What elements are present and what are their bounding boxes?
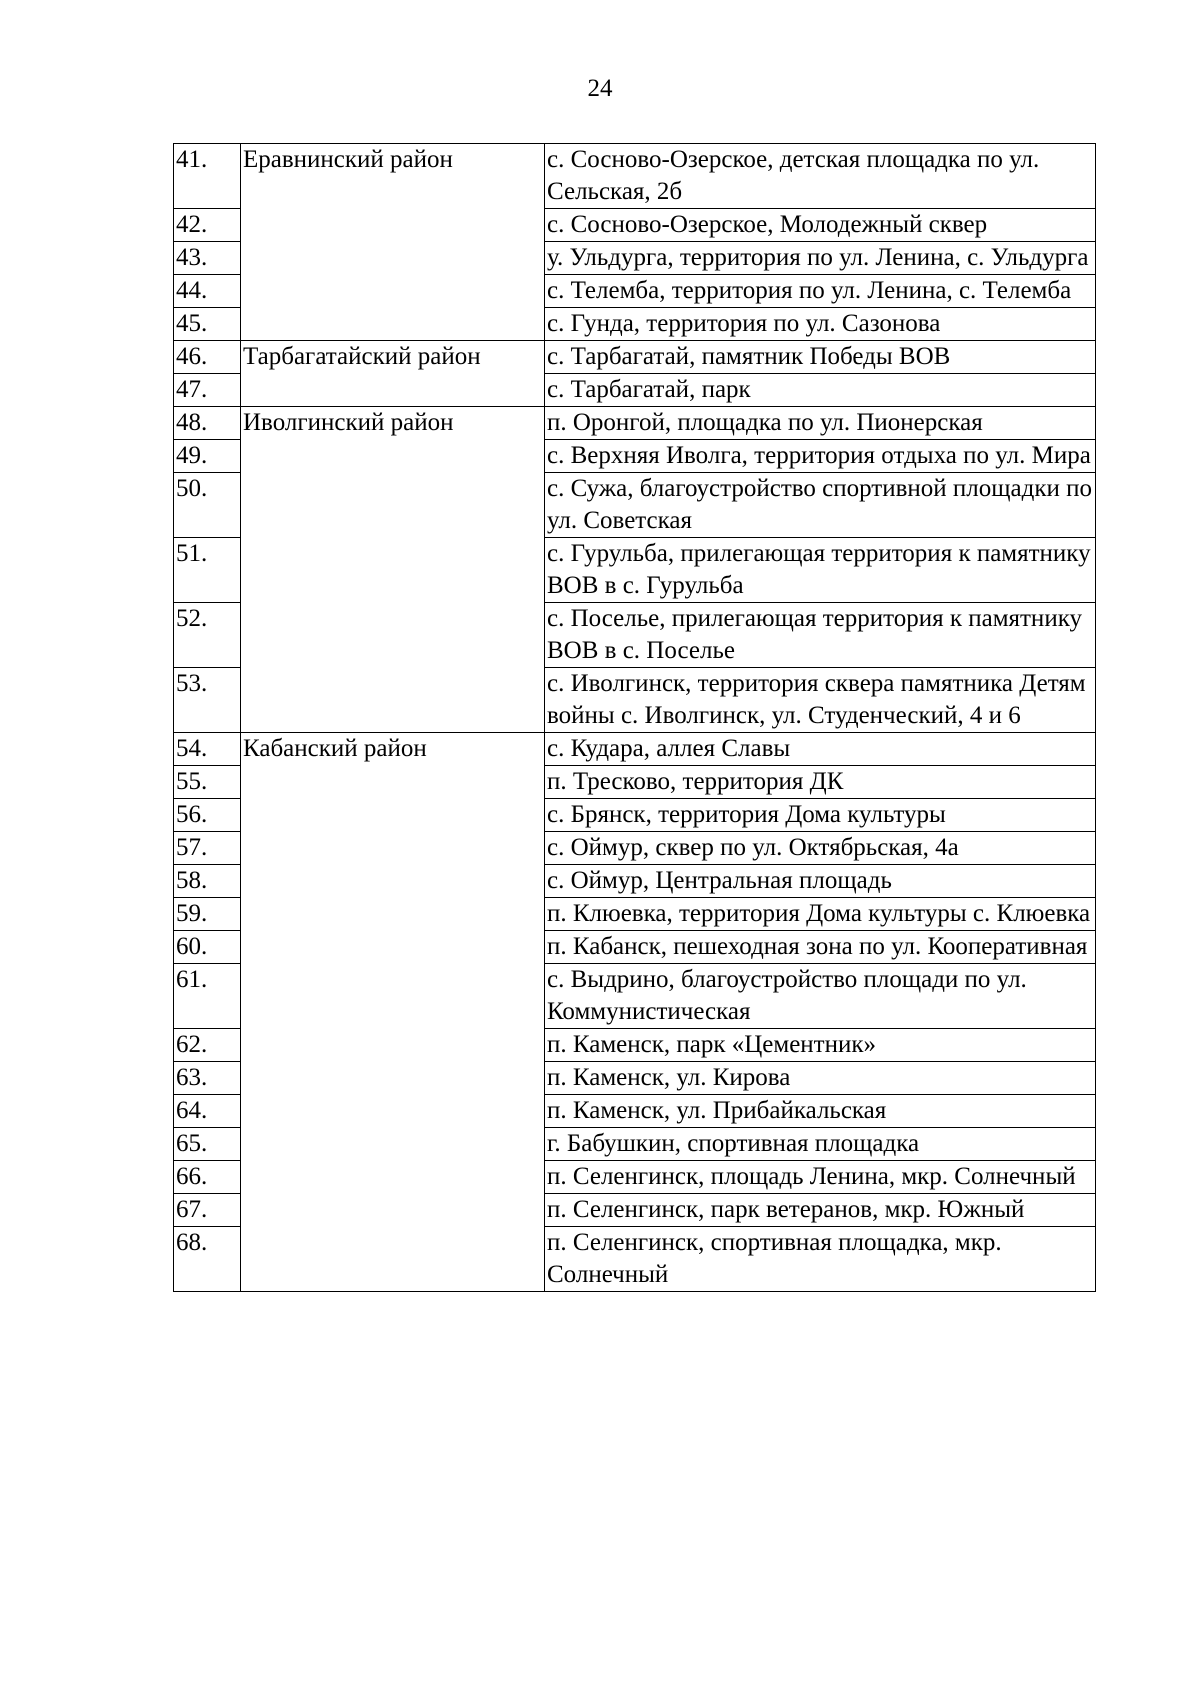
location-description: п. Клюевка, территория Дома культуры с. Клюевка xyxy=(545,898,1096,931)
row-number: 62. xyxy=(174,1029,241,1062)
row-number: 67. xyxy=(174,1194,241,1227)
row-number: 64. xyxy=(174,1095,241,1128)
row-number: 50. xyxy=(174,473,241,538)
row-number: 57. xyxy=(174,832,241,865)
row-number: 66. xyxy=(174,1161,241,1194)
location-description: п. Селенгинск, парк ветеранов, мкр. Южный xyxy=(545,1194,1096,1227)
row-number: 46. xyxy=(174,341,241,374)
location-description: с. Телемба, территория по ул. Ленина, с. Телемба xyxy=(545,275,1096,308)
location-description: с. Сужа, благоустройство спортивной площадки по ул. Советская xyxy=(545,473,1096,538)
location-description: с. Сосново-Озерское, детская площадка по ул. Сельская, 2б xyxy=(545,144,1096,209)
location-description: п. Каменск, ул. Кирова xyxy=(545,1062,1096,1095)
row-number: 60. xyxy=(174,931,241,964)
table-row xyxy=(174,407,1096,440)
location-description: с. Тарбагатай, памятник Победы ВОВ xyxy=(545,341,1096,374)
district-name: Еравнинский район xyxy=(241,144,545,341)
location-description: с. Гунда, территория по ул. Сазонова xyxy=(545,308,1096,341)
row-number: 59. xyxy=(174,898,241,931)
location-description: с. Тарбагатай, парк xyxy=(545,374,1096,407)
location-description: п. Селенгинск, площадь Ленина, мкр. Солнечный xyxy=(545,1161,1096,1194)
location-description: с. Кудара, аллея Славы xyxy=(545,733,1096,766)
location-description: г. Бабушкин, спортивная площадка xyxy=(545,1128,1096,1161)
row-number: 68. xyxy=(174,1227,241,1292)
table-row xyxy=(174,733,1096,766)
row-number: 47. xyxy=(174,374,241,407)
location-description: с. Иволгинск, территория сквера памятника Детям войны с. Иволгинск, ул. Студенческий, 4 и 6 xyxy=(545,668,1096,733)
row-number: 54. xyxy=(174,733,241,766)
location-description: с. Оймур, сквер по ул. Октябрьская, 4а xyxy=(545,832,1096,865)
row-number: 58. xyxy=(174,865,241,898)
row-number: 48. xyxy=(174,407,241,440)
location-description: с. Выдрино, благоустройство площади по ул. Коммунистическая xyxy=(545,964,1096,1029)
row-number: 65. xyxy=(174,1128,241,1161)
location-description: п. Тресково, территория ДК xyxy=(545,766,1096,799)
row-number: 43. xyxy=(174,242,241,275)
location-description: с. Поселье, прилегающая территория к памятнику ВОВ в с. Поселье xyxy=(545,603,1096,668)
location-description: п. Кабанск, пешеходная зона по ул. Кооперативная xyxy=(545,931,1096,964)
district-name: Иволгинский район xyxy=(241,407,545,733)
row-number: 49. xyxy=(174,440,241,473)
district-name: Кабанский район xyxy=(241,733,545,1292)
locations-table xyxy=(173,143,1096,1292)
page-number: 24 xyxy=(587,75,613,102)
row-number: 52. xyxy=(174,603,241,668)
row-number: 51. xyxy=(174,538,241,603)
row-number: 45. xyxy=(174,308,241,341)
row-number: 61. xyxy=(174,964,241,1029)
district-name: Тарбагатайский район xyxy=(241,341,545,407)
row-number: 56. xyxy=(174,799,241,832)
location-description: п. Селенгинск, спортивная площадка, мкр. Солнечный xyxy=(545,1227,1096,1292)
table-row xyxy=(174,341,1096,374)
location-description: п. Каменск, ул. Прибайкальская xyxy=(545,1095,1096,1128)
table-row xyxy=(174,144,1096,209)
row-number: 63. xyxy=(174,1062,241,1095)
location-description: п. Оронгой, площадка по ул. Пионерская xyxy=(545,407,1096,440)
location-description: с. Сосново-Озерское, Молодежный сквер xyxy=(545,209,1096,242)
row-number: 53. xyxy=(174,668,241,733)
row-number: 55. xyxy=(174,766,241,799)
location-description: с. Брянск, территория Дома культуры xyxy=(545,799,1096,832)
location-description: у. Ульдурга, территория по ул. Ленина, с. Ульдурга xyxy=(545,242,1096,275)
location-description: с. Гурульба, прилегающая территория к памятнику ВОВ в с. Гурульба xyxy=(545,538,1096,603)
location-description: с. Оймур, Центральная площадь xyxy=(545,865,1096,898)
location-description: п. Каменск, парк «Цементник» xyxy=(545,1029,1096,1062)
row-number: 41. xyxy=(174,144,241,209)
row-number: 44. xyxy=(174,275,241,308)
table-body xyxy=(174,144,1096,1292)
location-description: с. Верхняя Иволга, территория отдыха по ул. Мира xyxy=(545,440,1096,473)
row-number: 42. xyxy=(174,209,241,242)
